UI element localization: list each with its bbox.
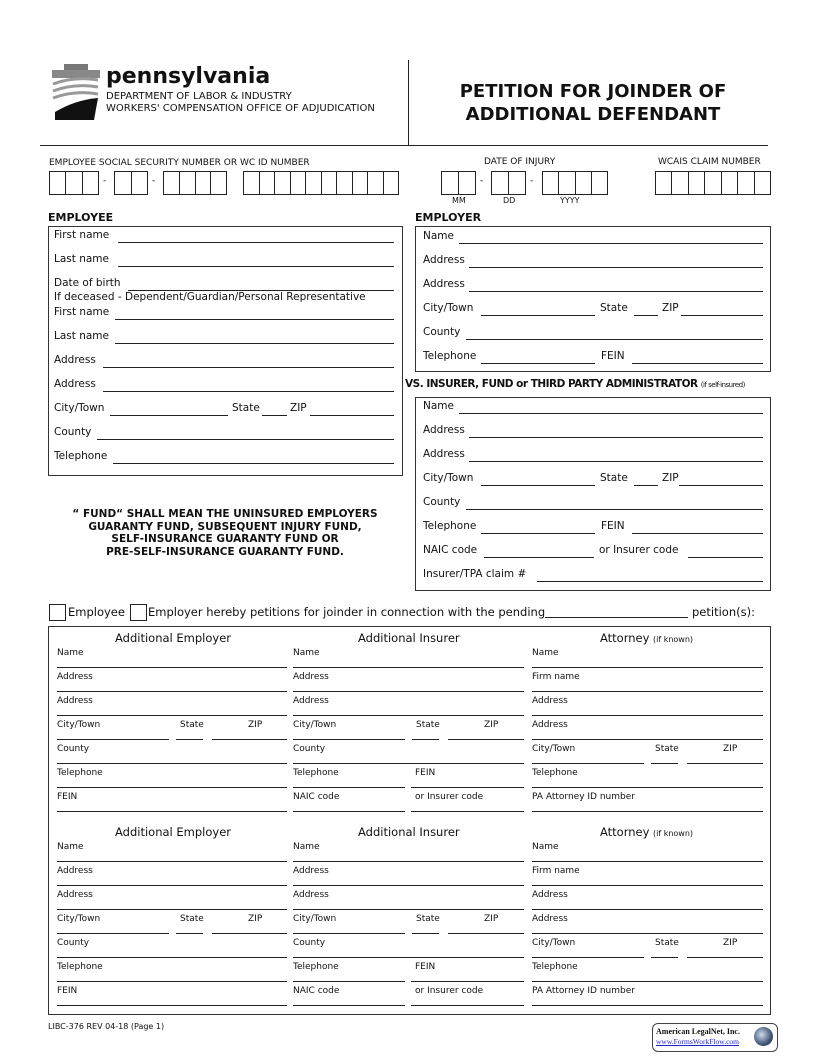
char-cell[interactable] (509, 172, 525, 194)
add-insurer-name-label: Name (293, 842, 320, 852)
pending-petitions-field[interactable] (545, 617, 688, 618)
add-insurer-naic-label: NAIC code (293, 986, 340, 996)
add-insurer-telephone-label: Telephone (293, 962, 339, 972)
add-employer-address-field[interactable] (57, 885, 287, 886)
attorney-telephone-label: Telephone (532, 768, 578, 778)
add-insurer-fein-label: FEIN (415, 962, 436, 972)
add-insurer-telephone-field[interactable] (293, 981, 405, 982)
add-insurer-address-field[interactable] (293, 715, 524, 716)
insurer-section (415, 397, 771, 591)
add-insurer-name-field[interactable] (293, 861, 524, 862)
employee-last-name-field[interactable] (118, 266, 394, 267)
rep-last-name-label: Last name (54, 330, 109, 342)
add-insurer-state-field[interactable] (412, 739, 439, 740)
add-employer-address-label: Address (57, 672, 93, 682)
ssn-part-2[interactable] (114, 171, 148, 195)
attorney-pa_id-field[interactable] (532, 811, 763, 812)
fund-note-line: “ FUND“ SHALL MEAN THE UNINSURED EMPLOYERS (72, 508, 378, 520)
add-insurer-county-label: County (293, 744, 326, 754)
add-insurer-naic-field[interactable] (293, 811, 405, 812)
add-employer-county-field[interactable] (57, 763, 287, 764)
fund-note-line: PRE-SELF-INSURANCE GUARANTY FUND. (106, 545, 344, 558)
employee-dob-label: Date of birth (54, 277, 121, 289)
insurer-naic-field[interactable] (484, 557, 594, 558)
attorney-pa_id-field[interactable] (532, 1005, 763, 1006)
char-cell[interactable] (180, 172, 196, 194)
dash: - (530, 176, 534, 186)
add-employer-name-label: Name (57, 842, 84, 852)
employer-county-label: County (423, 326, 461, 338)
add-employer-state-field[interactable] (176, 933, 203, 934)
form-title (409, 80, 777, 126)
employee-county-field[interactable] (97, 439, 394, 440)
insurer-name-label: Name (423, 400, 454, 412)
add-insurer-county-label: County (293, 938, 326, 948)
department-name: DEPARTMENT OF LABOR & INDUSTRY (106, 91, 292, 102)
add-insurer-telephone-label: Telephone (293, 768, 339, 778)
insurer-naic-field[interactable] (688, 557, 763, 558)
attorney-city-label: City/Town (532, 744, 576, 754)
insurer-telephone-field[interactable] (481, 533, 595, 534)
attorney-telephone-label: Telephone (532, 962, 578, 972)
add-employer-address-label: Address (57, 890, 93, 900)
employer-telephone-label: FEIN (601, 350, 625, 362)
char-cell[interactable] (689, 172, 705, 194)
add-employer-zip-field[interactable] (212, 739, 287, 740)
char-cell[interactable] (755, 172, 770, 194)
add-insurer-fein-field[interactable] (411, 981, 524, 982)
insurer-telephone-label: FEIN (601, 520, 625, 532)
dash: - (103, 176, 107, 186)
attorney-firm-field[interactable] (532, 691, 763, 692)
insurer-city-label: ZIP (662, 472, 679, 484)
add-insurer-address-field[interactable] (293, 885, 524, 886)
employee-city-label: ZIP (290, 402, 307, 414)
char-cell[interactable] (115, 172, 132, 194)
char-cell[interactable] (211, 172, 226, 194)
attorney-city-field[interactable] (532, 957, 644, 958)
add-insurer-address-label: Address (293, 696, 329, 706)
add-employer-county-label: County (57, 744, 90, 754)
attorney-name-label: Name (532, 648, 559, 658)
attorney-zip-field[interactable] (687, 957, 763, 958)
insurer-claim-field[interactable] (537, 581, 763, 582)
doi-month[interactable] (441, 171, 476, 195)
employee-address-label: Address (54, 354, 96, 366)
char-cell[interactable] (672, 172, 688, 194)
add-employer-city-field[interactable] (57, 739, 169, 740)
char-cell[interactable] (83, 172, 98, 194)
attorney-address-label: Address (532, 914, 568, 924)
char-cell[interactable] (576, 172, 592, 194)
insurer-city-field[interactable] (679, 485, 763, 486)
vendor-url[interactable]: www.FormsWorkFlow.com (656, 1037, 740, 1046)
add-employer-address-field[interactable] (57, 909, 287, 910)
add-insurer-address-field[interactable] (293, 691, 524, 692)
wcais-label: WCAIS CLAIM NUMBER (658, 157, 761, 167)
attorney-heading: Attorney (600, 825, 650, 839)
insurer-city-label: State (600, 472, 628, 484)
insurer-address-2-label: Address (423, 448, 465, 460)
attorney-if-known: (if known) (653, 635, 694, 644)
employer-telephone-label: Telephone (423, 350, 477, 362)
add-employer-name-field[interactable] (57, 667, 287, 668)
attorney-address-label: Address (532, 890, 568, 900)
add-insurer-state-field[interactable] (412, 933, 439, 934)
char-cell[interactable] (244, 172, 260, 194)
char-cell[interactable] (306, 172, 322, 194)
add-employer-city-field[interactable] (57, 933, 169, 934)
attorney-address-label: Address (532, 720, 568, 730)
char-cell[interactable] (442, 172, 459, 194)
rep-first-name-label: First name (54, 306, 110, 318)
employer-city-field[interactable] (634, 315, 658, 316)
deceased-note-label: If deceased - Dependent/Guardian/Personal Representative (54, 291, 366, 303)
insurer-telephone-field[interactable] (632, 533, 763, 534)
employee-checkbox-label: Employee (68, 605, 125, 619)
employee-city-field[interactable] (262, 415, 287, 416)
add-employer-zip-field[interactable] (212, 933, 287, 934)
employer-name-field[interactable] (459, 243, 763, 244)
insurer-naic-label: or Insurer code (599, 544, 679, 556)
add-employer-address-label: Address (57, 866, 93, 876)
attorney-state-label: State (655, 938, 679, 948)
attorney-zip-label: ZIP (723, 744, 738, 754)
title-line-2: ADDITIONAL DEFENDANT (465, 104, 721, 125)
additional-insurer-heading: Additional Insurer (358, 825, 460, 839)
add-insurer-zip-field[interactable] (448, 739, 524, 740)
form-id: LIBC-376 REV 04-18 (Page 1) (48, 1022, 165, 1031)
add-insurer-address-label: Address (293, 672, 329, 682)
add-insurer-city-field[interactable] (293, 739, 405, 740)
char-cell[interactable] (50, 172, 66, 194)
char-cell[interactable] (543, 172, 559, 194)
char-cell[interactable] (384, 172, 399, 194)
doi-label: DATE OF INJURY (484, 157, 556, 167)
employer-county-field[interactable] (466, 339, 763, 340)
employee-city-label: City/Town (54, 402, 105, 414)
add-insurer-name-label: Name (293, 648, 320, 658)
employee-heading: EMPLOYEE (48, 211, 114, 224)
add-employer-fein-label: FEIN (57, 986, 78, 996)
employee-address-2-field[interactable] (103, 391, 394, 392)
add-employer-telephone-label: Telephone (57, 962, 103, 972)
char-cell[interactable] (722, 172, 738, 194)
add-insurer-county-field[interactable] (293, 763, 524, 764)
attorney-pa_id-label: PA Attorney ID number (532, 792, 635, 802)
office-name: WORKERS' COMPENSATION OFFICE OF ADJUDICATION (106, 103, 375, 114)
attorney-name-label: Name (532, 842, 559, 852)
employer-checkbox[interactable] (130, 604, 147, 621)
char-cell[interactable] (492, 172, 509, 194)
insurer-address-field[interactable] (469, 437, 763, 438)
doi-day[interactable] (491, 171, 526, 195)
attorney-city-field[interactable] (532, 763, 644, 764)
add-insurer-zip-label: ZIP (484, 914, 499, 924)
add-insurer-insurer-code-label: or Insurer code (415, 986, 484, 996)
add-employer-fein-label: FEIN (57, 792, 78, 802)
add-employer-telephone-field[interactable] (57, 787, 287, 788)
additional-insurer-heading: Additional Insurer (358, 631, 460, 645)
insurer-telephone-label: Telephone (423, 520, 477, 532)
insurer-city-field[interactable] (481, 485, 595, 486)
insurer-address-2-field[interactable] (469, 461, 763, 462)
add-insurer-fein-field[interactable] (411, 787, 524, 788)
attorney-state-field[interactable] (651, 763, 678, 764)
add-employer-county-field[interactable] (57, 957, 287, 958)
fund-note-line: SELF-INSURANCE GUARANTY FUND OR (111, 533, 339, 545)
char-cell[interactable] (322, 172, 338, 194)
char-cell[interactable] (275, 172, 291, 194)
add-insurer-city-label: City/Town (293, 914, 337, 924)
title-line-1: PETITION FOR JOINDER OF (459, 81, 727, 102)
add-insurer-zip-label: ZIP (484, 720, 499, 730)
add-employer-telephone-label: Telephone (57, 768, 103, 778)
employer-address-2-field[interactable] (469, 291, 763, 292)
employer-city-label: ZIP (662, 302, 679, 314)
employer-address-label: Address (423, 254, 465, 266)
attorney-address-field[interactable] (532, 909, 763, 910)
add-employer-city-label: City/Town (57, 720, 101, 730)
attorney-name-field[interactable] (532, 667, 763, 668)
char-cell[interactable] (368, 172, 384, 194)
employer-telephone-field[interactable] (632, 363, 763, 364)
employer-name-label: Name (423, 230, 454, 242)
add-insurer-telephone-field[interactable] (293, 787, 405, 788)
add-employer-fein-field[interactable] (57, 1005, 287, 1006)
insurer-name-field[interactable] (459, 413, 763, 414)
insurer-heading-text: VS. INSURER, FUND or THIRD PARTY ADMINISTRATOR (405, 378, 698, 390)
employee-address-field[interactable] (103, 367, 394, 368)
dash: - (152, 176, 156, 186)
attorney-telephone-field[interactable] (532, 787, 763, 788)
employee-telephone-label: Telephone (54, 450, 108, 462)
char-cell[interactable] (66, 172, 82, 194)
brand-name: pennsylvania (106, 64, 271, 89)
char-cell[interactable] (459, 172, 475, 194)
pennsylvania-keystone-logo (50, 64, 102, 122)
additional-employer-heading: Additional Employer (115, 825, 231, 839)
employer-heading: EMPLOYER (415, 211, 482, 224)
ssn-part-1[interactable] (49, 171, 99, 195)
add-insurer-insurer-code-label: or Insurer code (415, 792, 484, 802)
char-cell[interactable] (196, 172, 212, 194)
add-insurer-address-field[interactable] (293, 909, 524, 910)
add-employer-telephone-field[interactable] (57, 981, 287, 982)
ssn-part-3[interactable] (163, 171, 227, 195)
employee-checkbox[interactable] (49, 604, 66, 621)
add-insurer-fein-label: FEIN (415, 768, 436, 778)
insurer-city-label: City/Town (423, 472, 474, 484)
petition-text: Employer hereby petitions for joinder in connection with the pending (148, 605, 546, 619)
petition-suffix: petition(s): (692, 605, 755, 619)
add-employer-city-label: City/Town (57, 914, 101, 924)
char-cell[interactable] (559, 172, 575, 194)
add-insurer-state-label: State (416, 720, 440, 730)
rep-last-name-field[interactable] (115, 343, 394, 344)
insurer-heading-note: (if self-insured) (700, 381, 745, 389)
employee-city-label: State (232, 402, 260, 414)
insurer-naic-label: NAIC code (423, 544, 478, 556)
add-insurer-city-field[interactable] (293, 933, 405, 934)
add-insurer-naic-field[interactable] (293, 1005, 405, 1006)
attorney-address-field[interactable] (532, 739, 763, 740)
char-cell[interactable] (592, 172, 607, 194)
add-employer-zip-label: ZIP (248, 914, 263, 924)
rep-first-name-field[interactable] (115, 319, 394, 320)
add-insurer-insurer-code-field[interactable] (411, 811, 524, 812)
add-employer-county-label: County (57, 938, 90, 948)
attorney-city-label: City/Town (532, 938, 576, 948)
char-cell[interactable] (353, 172, 369, 194)
fund-definition (40, 508, 410, 558)
add-insurer-name-field[interactable] (293, 667, 524, 668)
add-employer-zip-label: ZIP (248, 720, 263, 730)
additional-employer-heading: Additional Employer (115, 631, 231, 645)
employee-city-field[interactable] (110, 415, 228, 416)
attorney-zip-label: ZIP (723, 938, 738, 948)
attorney-firm-label: Firm name (532, 672, 580, 682)
yyyy-label: YYYY (560, 196, 580, 205)
attorney-address-label: Address (532, 696, 568, 706)
char-cell[interactable] (337, 172, 353, 194)
char-cell[interactable] (656, 172, 672, 194)
add-insurer-naic-label: NAIC code (293, 792, 340, 802)
header-rule (40, 145, 768, 146)
char-cell[interactable] (132, 172, 148, 194)
mm-label: MM (452, 196, 466, 205)
add-employer-state-label: State (180, 720, 204, 730)
attorney-pa_id-label: PA Attorney ID number (532, 986, 635, 996)
char-cell[interactable] (705, 172, 721, 194)
employer-telephone-field[interactable] (481, 363, 595, 364)
add-insurer-address-label: Address (293, 890, 329, 900)
vendor-badge (652, 1023, 778, 1052)
employee-first-name-field[interactable] (118, 242, 394, 243)
char-cell[interactable] (738, 172, 754, 194)
dash: - (480, 176, 484, 186)
add-employer-address-field[interactable] (57, 715, 287, 716)
employer-city-field[interactable] (681, 315, 763, 316)
employer-city-label: State (600, 302, 628, 314)
char-cell[interactable] (291, 172, 307, 194)
insurer-city-field[interactable] (634, 485, 658, 486)
ssn-label: EMPLOYEE SOCIAL SECURITY NUMBER OR WC ID NUMBER (49, 158, 310, 168)
employer-city-field[interactable] (481, 315, 595, 316)
attorney-address-field[interactable] (532, 933, 763, 934)
attorney-address-field[interactable] (532, 715, 763, 716)
insurer-county-label: County (423, 496, 461, 508)
wcais-claim-number[interactable] (655, 171, 771, 195)
char-cell[interactable] (260, 172, 276, 194)
add-employer-address-field[interactable] (57, 691, 287, 692)
add-insurer-insurer-code-field[interactable] (411, 1005, 524, 1006)
employer-city-label: City/Town (423, 302, 474, 314)
add-employer-name-label: Name (57, 648, 84, 658)
employee-city-field[interactable] (310, 415, 394, 416)
attorney-state-label: State (655, 744, 679, 754)
attorney-zip-field[interactable] (687, 763, 763, 764)
add-insurer-state-label: State (416, 914, 440, 924)
attorney-firm-label: Firm name (532, 866, 580, 876)
fund-note-line: GUARANTY FUND, SUBSEQUENT INJURY FUND, (88, 520, 362, 533)
globe-icon (754, 1027, 773, 1046)
attorney-telephone-field[interactable] (532, 981, 763, 982)
employer-address-2-label: Address (423, 278, 465, 290)
insurer-county-field[interactable] (466, 509, 763, 510)
attorney-firm-field[interactable] (532, 885, 763, 886)
employee-address-2-label: Address (54, 378, 96, 390)
employee-first-name-label: First name (54, 229, 110, 241)
employee-last-name-label: Last name (54, 253, 109, 265)
employee-telephone-field[interactable] (113, 463, 394, 464)
add-employer-address-label: Address (57, 696, 93, 706)
attorney-state-field[interactable] (651, 957, 678, 958)
wc-id-number[interactable] (243, 171, 399, 195)
attorney-heading: Attorney (600, 631, 650, 645)
doi-year[interactable] (542, 171, 608, 195)
employee-county-label: County (54, 426, 92, 438)
add-employer-state-label: State (180, 914, 204, 924)
attorney-if-known: (if known) (653, 829, 694, 838)
add-insurer-zip-field[interactable] (448, 933, 524, 934)
dd-label: DD (503, 196, 516, 205)
insurer-address-label: Address (423, 424, 465, 436)
add-employer-fein-field[interactable] (57, 811, 287, 812)
char-cell[interactable] (164, 172, 180, 194)
add-insurer-address-label: Address (293, 866, 329, 876)
insurer-heading (405, 378, 745, 390)
attorney-name-field[interactable] (532, 861, 763, 862)
add-employer-state-field[interactable] (176, 739, 203, 740)
add-insurer-county-field[interactable] (293, 957, 524, 958)
add-employer-name-field[interactable] (57, 861, 287, 862)
vendor-name: American LegalNet, Inc. (656, 1027, 740, 1036)
employer-address-field[interactable] (469, 267, 763, 268)
add-insurer-city-label: City/Town (293, 720, 337, 730)
insurer-claim-label: Insurer/TPA claim # (423, 568, 527, 580)
